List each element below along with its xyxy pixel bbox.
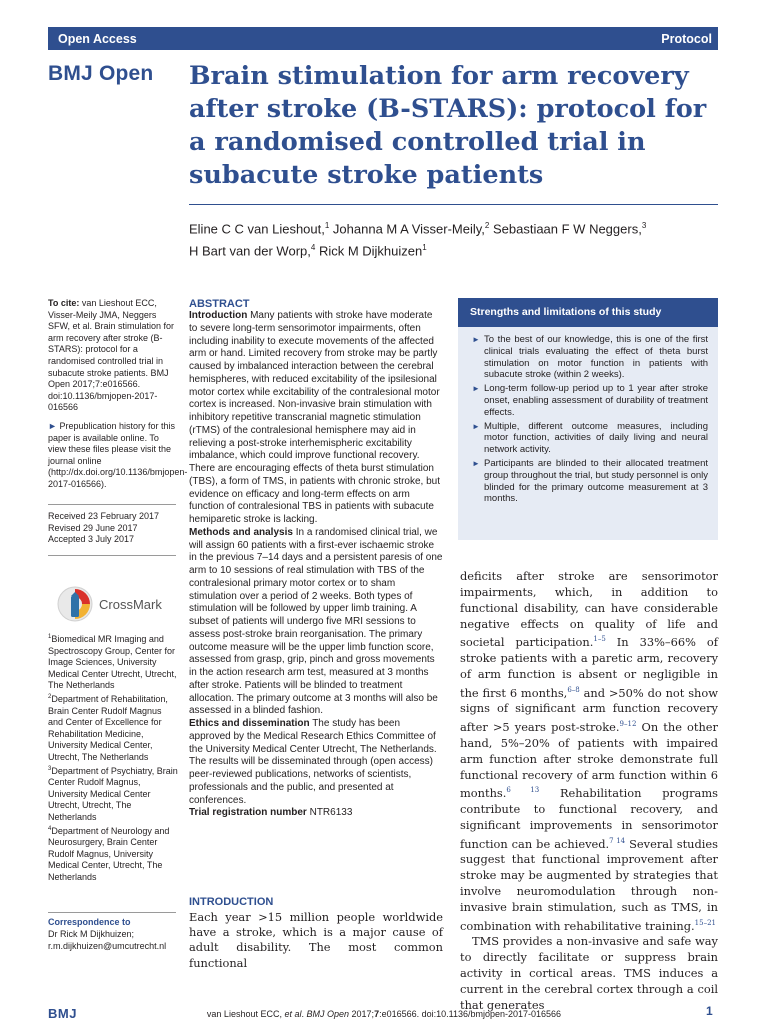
footer-text: et al	[284, 1009, 302, 1019]
sidebar-divider	[48, 912, 176, 913]
revised-date: Revised 29 June 2017	[48, 522, 138, 533]
list-item-text: Long-term follow-up period up to 1 year after stroke onset, enabling assessment of durability of treatment effects.	[484, 383, 708, 418]
accepted-date: Accepted 3 July 2017	[48, 534, 135, 545]
author-affiliation: 2	[484, 221, 490, 230]
protocol-label: Protocol	[661, 31, 712, 46]
introduction-heading: INTRODUCTION	[189, 896, 274, 908]
citation-block	[48, 298, 178, 414]
sidebar-divider	[48, 504, 176, 505]
strengths-limitations-box	[458, 298, 718, 540]
body-paragraph: TMS provides a non-invasive and safe way to directly facilitate or suppress brain activity in cortical areas. TMS induces a current in the cerebral cortex through a coil that generates	[460, 934, 718, 1012]
author-name: Johanna M A Visser-Meily,	[329, 221, 485, 237]
affiliation-2: $^2$Department of Rehabilitation, Brain Center Rudolf Magnus and Center of Excellence for Rehabilitation Medicine, University Medical Center, Utrecht, The Netherlands	[48, 693, 168, 762]
dates-block	[48, 511, 178, 546]
author-affiliation: 4	[310, 243, 316, 253]
trial-registration-number: NTR6133	[306, 807, 353, 819]
footer-text: :e016566. doi:10.1136/bmjopen-2017-016566	[379, 1009, 562, 1019]
correspondence-email[interactable]: r.m.dijkhuizen@umcutrecht.nl	[48, 940, 167, 951]
author-name: Eline C C van Lieshout,	[189, 221, 325, 237]
prepub-text[interactable]: Prepublication history for this paper is available online. To view these files please visit the journal online (http://dx.doi.org/10.1136/bmjopen-2017-016566).	[48, 421, 188, 489]
abstract-intro-text: Many patients with stroke have moderate to severe long-term sensorimotor impairments, often including inability to execute movements of the affected arm or hand. Limited recovery from stroke may be partly caused by imbalanced interaction between the cerebral hemispheres, with reduced excitability of the ipsilesional motor cortex while excitability of the contralesional motor cortex is increased. Non-invasive brain stimulation with inhibitory repetitive transcranial magnetic stimulation (rTMS) of the contralesional hemisphere may aid in relieving a post-stroke interhemispheric excitability imbalance, which could improve functional recovery. There are encouraging effects of theta burst stimulation (TBS), a form of TMS, in patients with chronic stroke, but evidence on efficacy and long-term effects on arm function of contralesional TBS in patients with subacute hemiparetic stroke is lacking.	[189, 310, 441, 525]
trial-registration-label: Trial registration number	[189, 807, 307, 819]
footer-citation	[0, 1009, 768, 1019]
arrow-bullet-icon: ►	[472, 384, 480, 394]
list-item-text: To the best of our knowledge, this is one of the first clinical trials evaluating the effect of theta burst stimulation on motor function in patients with subacute stroke (within 2 weeks).	[484, 334, 708, 381]
author-list	[189, 216, 718, 261]
reference-link[interactable]: 6 13	[506, 786, 540, 795]
crossmark-label: CrossMark	[99, 596, 162, 612]
author-affiliation: 1	[324, 221, 330, 230]
body-text: deficits after stroke are sensorimotor impairments, which, in addition to functional disability, can have considerable negative effects on quality of life and societal participation.	[460, 569, 718, 650]
affiliation-3: $^3$Department of Psychiatry, Brain Center Rudolf Magnus, University Medical Center Utrecht, Utrecht, The Netherlands	[48, 765, 178, 822]
abstract-intro-label: Introduction	[189, 310, 248, 321]
affiliation-text: Biomedical MR Imaging and Spectroscopy Group, Center for Image Sciences, University Medical Center Utrecht, Utrecht, The Netherlands	[48, 634, 177, 691]
footer-text: BMJ Open	[306, 1009, 350, 1019]
body-text: In 33%–66% of stroke patients with a paretic arm, recovery of arm function is absent or negligible in the first 6 months,	[460, 635, 718, 700]
abstract-body	[189, 310, 443, 820]
affiliations	[48, 632, 178, 883]
body-text: On the other hand, 5%–20% of patients with impaired arm function after stroke demonstrate full functional recovery of arm function within 6 months.	[460, 719, 718, 801]
prepub-note	[48, 421, 188, 491]
body-paragraph	[460, 569, 718, 934]
author-affiliation: 1	[422, 243, 427, 253]
affiliation-text: Department of Psychiatry, Brain Center Rudolf Magnus, University Medical Center Utrecht, Utrecht, The Netherlands	[48, 765, 178, 822]
received-date: Received 23 February 2017	[48, 511, 160, 521]
correspondence-block	[48, 929, 178, 952]
list-item	[472, 334, 708, 381]
abstract-ethics-text: The study has been approved by the Medical Research Ethics Committee of the University Medical Center Utrecht, The Netherlands. The results will be disseminated through (open access) peer-reviewed publications, networks of scientists, professionals and the public, and presented at conferences.	[189, 718, 437, 806]
affiliation-4: $^4$Department of Neurology and Neurosurgery, Brain Center Rudolf Magnus, University Medical Center, Utrecht, The Netherlands	[48, 825, 170, 882]
title-divider	[189, 204, 718, 205]
footer-text: 7	[374, 1009, 380, 1019]
strengths-list	[458, 327, 718, 505]
abstract-methods-label: Methods and analysis	[189, 526, 293, 538]
list-item	[472, 383, 708, 418]
arrow-bullet-icon: ►	[48, 421, 57, 431]
footer-text: .	[301, 1009, 307, 1019]
cite-label: To cite:	[48, 298, 80, 308]
arrow-bullet-icon: ►	[472, 458, 480, 468]
box-heading: Strengths and limitations of this study	[458, 298, 718, 327]
affiliation-1: $^1$Biomedical MR Imaging and Spectroscopy Group, Center for Image Sciences, University Medical Center Utrecht, Utrecht, The Netherlands	[48, 634, 177, 691]
list-item	[472, 458, 708, 505]
introduction-text: Each year >15 million people worldwide have a stroke, which is a major cause of adult disability. The most common functional	[189, 910, 443, 970]
article-title: Brain stimulation for arm recovery after stroke (B-STARS): protocol for a randomised controlled trial in subacute stroke patients	[189, 61, 707, 190]
list-item-text: Multiple, different outcome measures, including motor function, activities of daily living and neural network activity.	[484, 420, 708, 456]
body-text: Several studies suggest that functional improvement after stroke may be augmented by strategies that involve neuromodulation through non-invasive brain stimulation, such as TMS, in combination with rehabilitative training.	[460, 836, 719, 933]
abstract-methods-text: In a randomised clinical trial, we will assign 60 patients with a first-ever ischaemic stroke in the previous 7–14 days and a persistent paresis of one arm to 10 sessions of real stimulation with TBS of the contralesional primary motor cortex or to sham stimulation over a period of 2 weeks. Both types of stimulation will be followed by upper limb training. A subset of patients will undergo five MRI sessions to assess post-stroke brain reorganisation. The primary outcome measure will be the upper limb function score, assessed from grasp, grip, pinch and gross movements in the action research arm test, measured at 3 months after stroke. Patients will be blinded to treatment allocation. The primary outcome at 3 months will also be assessed in a blinded fashion.	[189, 526, 443, 717]
footer-text: van Lieshout ECC,	[206, 1009, 285, 1019]
correspondence-heading: Correspondence to	[48, 917, 131, 927]
correspondence-name: Dr Rick M Dijkhuizen;	[48, 929, 135, 939]
author-name: Sebastiaan F W Neggers,	[489, 221, 642, 237]
article-type-bar	[48, 27, 718, 50]
bmj-logo: BMJ	[48, 1006, 77, 1021]
sidebar-divider	[48, 555, 176, 556]
abstract-ethics-label: Ethics and dissemination	[189, 718, 310, 729]
list-item-text: Participants are blinded to their allocated treatment group throughout the trial, but study personnel is only blinded for the primary outcome measurement at 3 months.	[484, 457, 708, 505]
reference-link[interactable]: 9–12	[619, 720, 637, 729]
reference-link[interactable]: 6–8	[567, 685, 580, 694]
reference-link[interactable]: 7 14	[609, 836, 626, 845]
body-text: Rehabilitation programs contribute to functional recovery, and significant improvements in sensorimotor function can be achieved.	[460, 786, 718, 851]
arrow-bullet-icon: ►	[472, 421, 480, 431]
affiliation-text: Department of Rehabilitation, Brain Center Rudolf Magnus and Center of Excellence for Rehabilitation Medicine, University Medical Center, Utrecht, The Netherlands	[48, 693, 168, 762]
author-name: Rick M Dijkhuizen	[315, 243, 423, 259]
crossmark-icon	[56, 585, 94, 623]
open-access-label: Open Access	[58, 31, 137, 46]
journal-name: BMJ Open	[48, 62, 154, 85]
crossmark-badge[interactable]	[56, 585, 162, 623]
cite-text: van Lieshout ECC, Visser-Meily JMA, Neggers SFW, et al. Brain stimulation for arm recovery after stroke (B-STARS): protocol for a randomised controlled trial in subacute stroke patients. BMJ Open 2017;7:e016566. doi:10.1136/bmjopen-2017-016566	[48, 298, 175, 413]
page-number: 1	[706, 1004, 713, 1018]
arrow-bullet-icon: ►	[472, 335, 480, 344]
footer-text: 2017;	[349, 1009, 375, 1019]
reference-link[interactable]: 15–21	[694, 918, 716, 927]
reference-link[interactable]: 1–5	[593, 635, 606, 644]
body-right-column	[460, 569, 718, 1014]
author-affiliation: 3	[641, 221, 647, 230]
body-text: and >50% do not show signs of significant arm function recovery after >5 years post-stroke.	[460, 685, 718, 734]
author-name: H Bart van der Worp,	[189, 243, 311, 259]
abstract-heading: ABSTRACT	[189, 298, 250, 310]
affiliation-text: Department of Neurology and Neurosurgery, Brain Center Rudolf Magnus, University Medical Center, Utrecht, The Netherlands	[48, 825, 170, 882]
list-item	[472, 421, 708, 456]
